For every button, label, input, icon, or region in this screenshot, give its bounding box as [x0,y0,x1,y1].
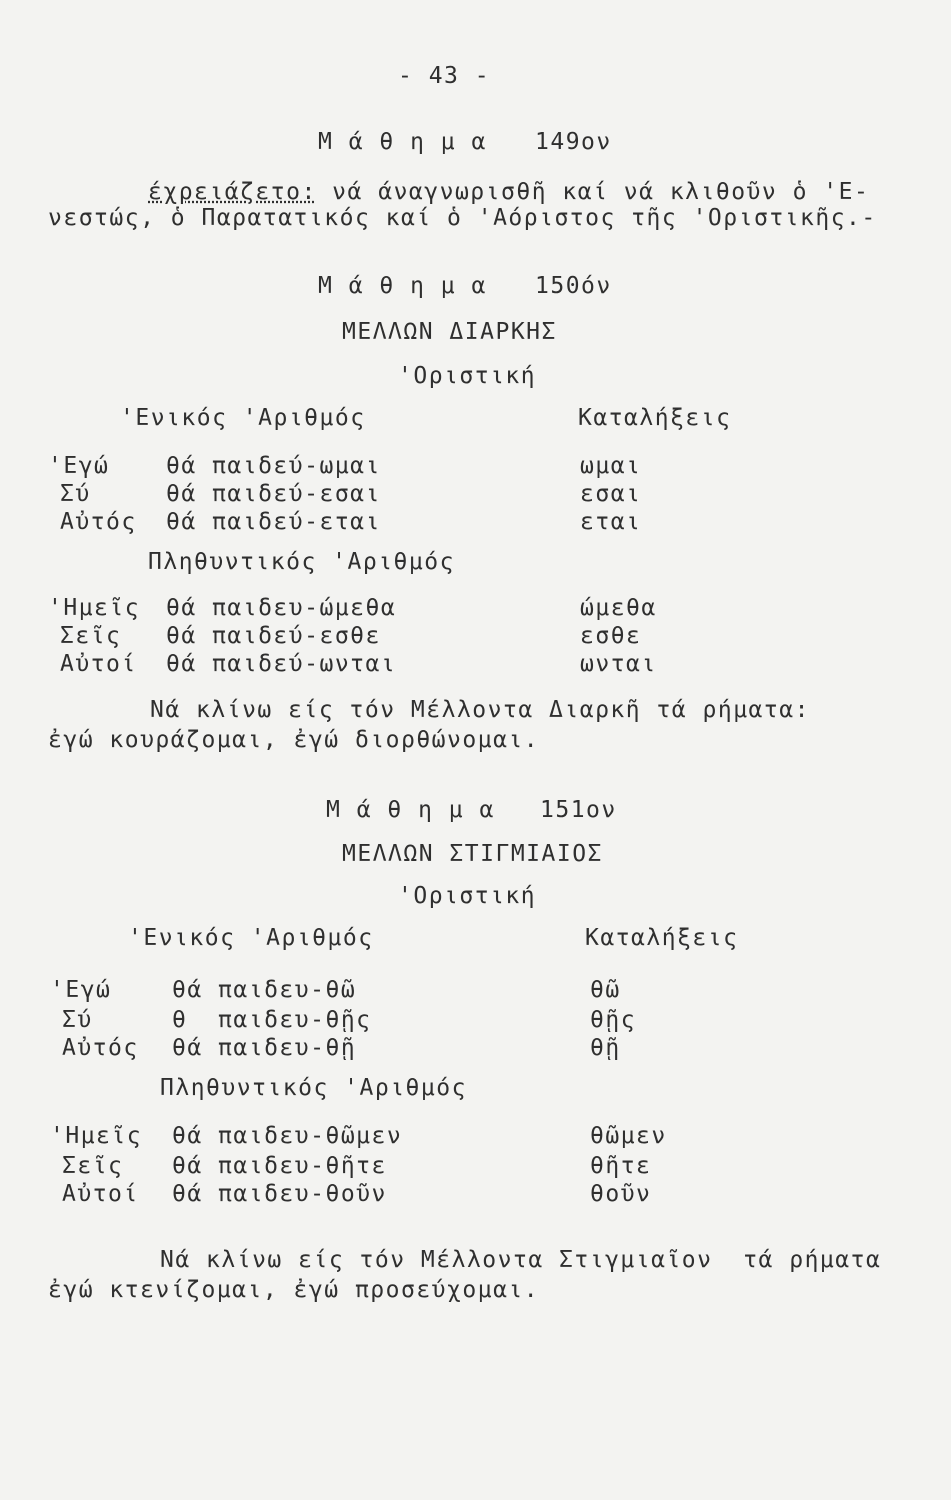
lesson-150-tense: ΜΕΛΛΩΝ ΔΙΑΡΚΗΣ [342,319,557,345]
lesson-150-plural-header: Πληθυντικός 'Αριθμός [148,549,455,575]
lesson-151-mood: 'Οριστική [398,883,537,909]
page-number: - 43 - [398,63,491,89]
verb-ending: εσαι [580,481,642,507]
pronoun: Σύ [62,1007,93,1033]
lesson-149-intro-line2: νεστώς, ὁ Παρατατικός καί ὁ 'Αόριστος τῆς 'Οριστικῆς.- [48,205,877,231]
pronoun: Σεῖς [60,623,122,649]
lesson-151-number: 151ον [540,797,617,823]
verb-ending: θῶ [590,977,621,1003]
pronoun: 'Ημεῖς [48,595,141,621]
verb-ending: ωμαι [580,453,642,479]
verb-ending: θῶμεν [590,1123,667,1149]
pronoun: 'Εγώ [50,977,112,1003]
verb-ending: εσθε [580,623,642,649]
lesson-151-singular-header: 'Ενικός 'Αριθμός [128,925,374,951]
lesson-150-singular-header: 'Ενικός 'Αριθμός [120,405,366,431]
verb-form: θά παιδευ-θῆτε [172,1153,387,1179]
pronoun: 'Ημεῖς [50,1123,143,1149]
pronoun: Σύ [60,481,91,507]
intro-underlined-word: έχρειάζετο: [148,179,317,205]
intro-line1-rest: νά άναγνωρισθῆ καί νά κλιθοῦν ὁ 'Ε- [316,179,870,205]
verb-ending: θῇς [590,1007,637,1033]
verb-ending: ώμεθα [580,595,657,621]
verb-form: θά παιδευ-θῶ [172,977,357,1003]
lesson-150-number: 150όν [535,273,612,299]
verb-ending: θῇ [590,1035,621,1061]
lesson-151-endings-header: Καταλήξεις [585,925,739,951]
verb-form: θά παιδεύ-ωνται [166,651,397,677]
verb-form: θά παιδεύ-ωμαι [166,453,381,479]
verb-form: θά παιδεύ-εσθε [166,623,381,649]
lesson-151-tense: ΜΕΛΛΩΝ ΣΤΙΓΜΙΑΙΟΣ [342,841,603,867]
lesson-149-title: Μ ά θ η μ α [318,129,487,155]
lesson-150-mood: 'Οριστική [398,363,537,389]
lesson-149-number: 149ον [535,129,612,155]
lesson-150-exercise-line1: Νά κλίνω είς τόν Μέλλοντα Διαρκῆ τά ρήματα: [150,697,810,723]
verb-form: θά παιδευ-θῇ [172,1035,357,1061]
verb-form: θ παιδευ-θῇς [172,1007,372,1033]
verb-ending: θοῦν [590,1181,652,1207]
lesson-151-plural-header: Πληθυντικός 'Αριθμός [160,1075,467,1101]
lesson-151-exercise-line2: ἐγώ κτενίζομαι, ἐγώ προσεύχομαι. [48,1277,540,1303]
lesson-150-exercise-line2: ἐγώ κουράζομαι, ἐγώ διορθώνομαι. [48,727,540,753]
pronoun: Αὐτοί [60,651,137,677]
verb-ending: ωνται [580,651,657,677]
lesson-151-title: Μ ά θ η μ α [326,797,495,823]
lesson-150-title: Μ ά θ η μ α [318,273,487,299]
pronoun: Σεῖς [62,1153,124,1179]
verb-form: θά παιδεύ-εσαι [166,481,381,507]
pronoun: 'Εγώ [48,453,110,479]
verb-form: θά παιδευ-ώμεθα [166,595,397,621]
pronoun: Αὐτοί [62,1181,139,1207]
verb-form: θά παιδεύ-εται [166,509,381,535]
verb-ending: εται [580,509,642,535]
verb-form: θά παιδευ-θοῦν [172,1181,387,1207]
pronoun: Αὐτός [62,1035,139,1061]
pronoun: Αὐτός [60,509,137,535]
lesson-149-intro-line1 [148,178,869,206]
verb-form: θά παιδευ-θῶμεν [172,1123,403,1149]
verb-ending: θῆτε [590,1153,652,1179]
lesson-150-endings-header: Καταλήξεις [578,405,732,431]
lesson-151-exercise-line1: Νά κλίνω είς τόν Μέλλοντα Στιγμιαῖον τά ρήματα [160,1247,882,1273]
